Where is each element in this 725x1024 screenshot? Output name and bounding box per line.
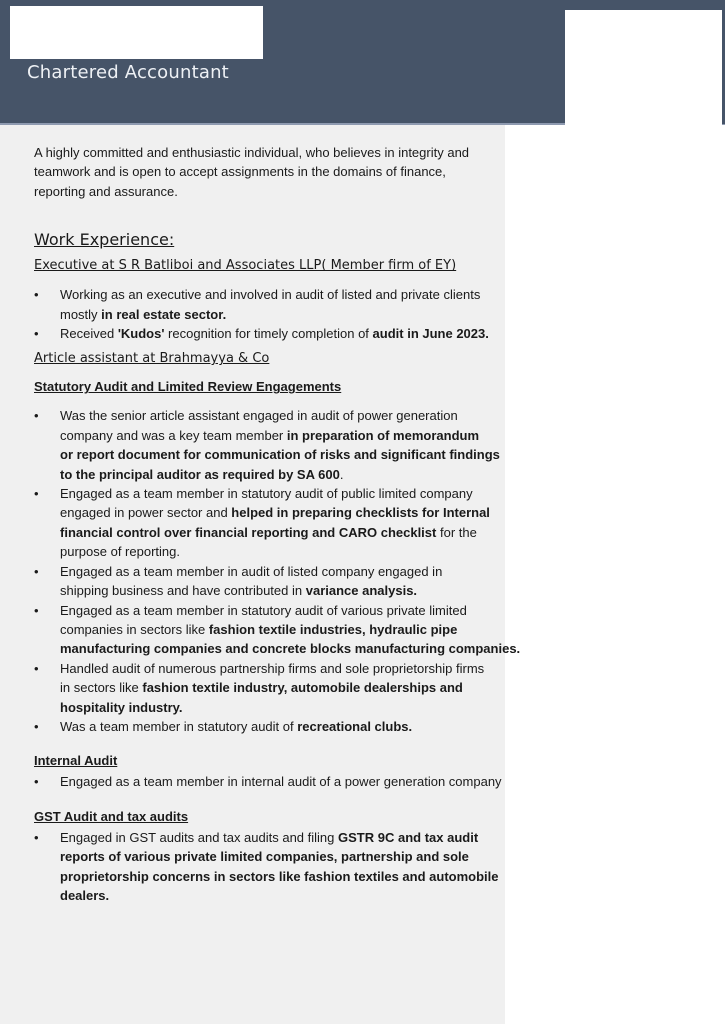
list-item: • Was a team member in statutory audit of recreational clubs.: [34, 717, 509, 736]
job1-bullets: [34, 285, 509, 343]
summary-text: A highly committed and enthusiastic individual, who believes in integrity and teamwork and is open to accept assignments in the domains of finance, reporting and assurance.: [34, 145, 470, 199]
resume-content: [34, 143, 521, 911]
subheading-statutory-audit: Statutory Audit and Limited Review Engagements: [34, 379, 342, 395]
gst-bullets: [34, 828, 509, 906]
redacted-name-box: [10, 6, 263, 59]
list-item: • Engaged as a team member in audit of listed company engaged in shipping business and have contributed in variance analysis.: [34, 562, 509, 601]
list-item: • Was the senior article assistant engaged in audit of power generation company and was a key team member in preparation of memorandum or report document for communication of risks and significant findings to the principal auditor as required by SA 600.: [34, 406, 509, 484]
list-item: • Engaged as a team member in statutory audit of various private limited companies in sectors like fashion textile industries, hydraulic pipe manufacturing companies and concrete blocks manufacturing companies.: [34, 601, 509, 659]
list-item: • Handled audit of numerous partnership firms and sole proprietorship firms in sectors like fashion textile industry, automobile dealerships and hospitality industry.: [34, 659, 509, 717]
section-heading-work-experience: Work Experience:: [34, 230, 175, 250]
job-title: Chartered Accountant: [27, 62, 229, 83]
job-title-ey: Executive at S R Batliboi and Associates LLP( Member firm of EY): [34, 258, 457, 274]
subheading-gst-audit: GST Audit and tax audits: [34, 808, 189, 824]
subheading-internal-audit: Internal Audit: [34, 753, 118, 769]
statutory-bullets: [34, 406, 521, 736]
photo-placeholder: [565, 10, 722, 126]
job-title-brahmayya: Article assistant at Brahmayya & Co: [34, 351, 270, 367]
internal-audit-bullets: [34, 772, 509, 791]
list-item: • Working as an executive and involved in audit of listed and private clients mostly in real estate sector.: [34, 285, 509, 324]
list-item: • Engaged as a team member in internal audit of a power generation company: [34, 772, 509, 791]
list-item: • Engaged in GST audits and tax audits and filing GSTR 9C and tax audit reports of various private limited companies, partnership and sole proprietorship concerns in sectors like fashion textiles and automobile dealers.: [34, 828, 509, 906]
list-item: • Engaged as a team member in statutory audit of public limited company engaged in power sector and helped in preparing checklists for Internal financial control over financial reporting and CARO checklist for the purpose of reporting.: [34, 484, 509, 562]
list-item: • Received 'Kudos' recognition for timely completion of audit in June 2023.: [34, 324, 509, 343]
